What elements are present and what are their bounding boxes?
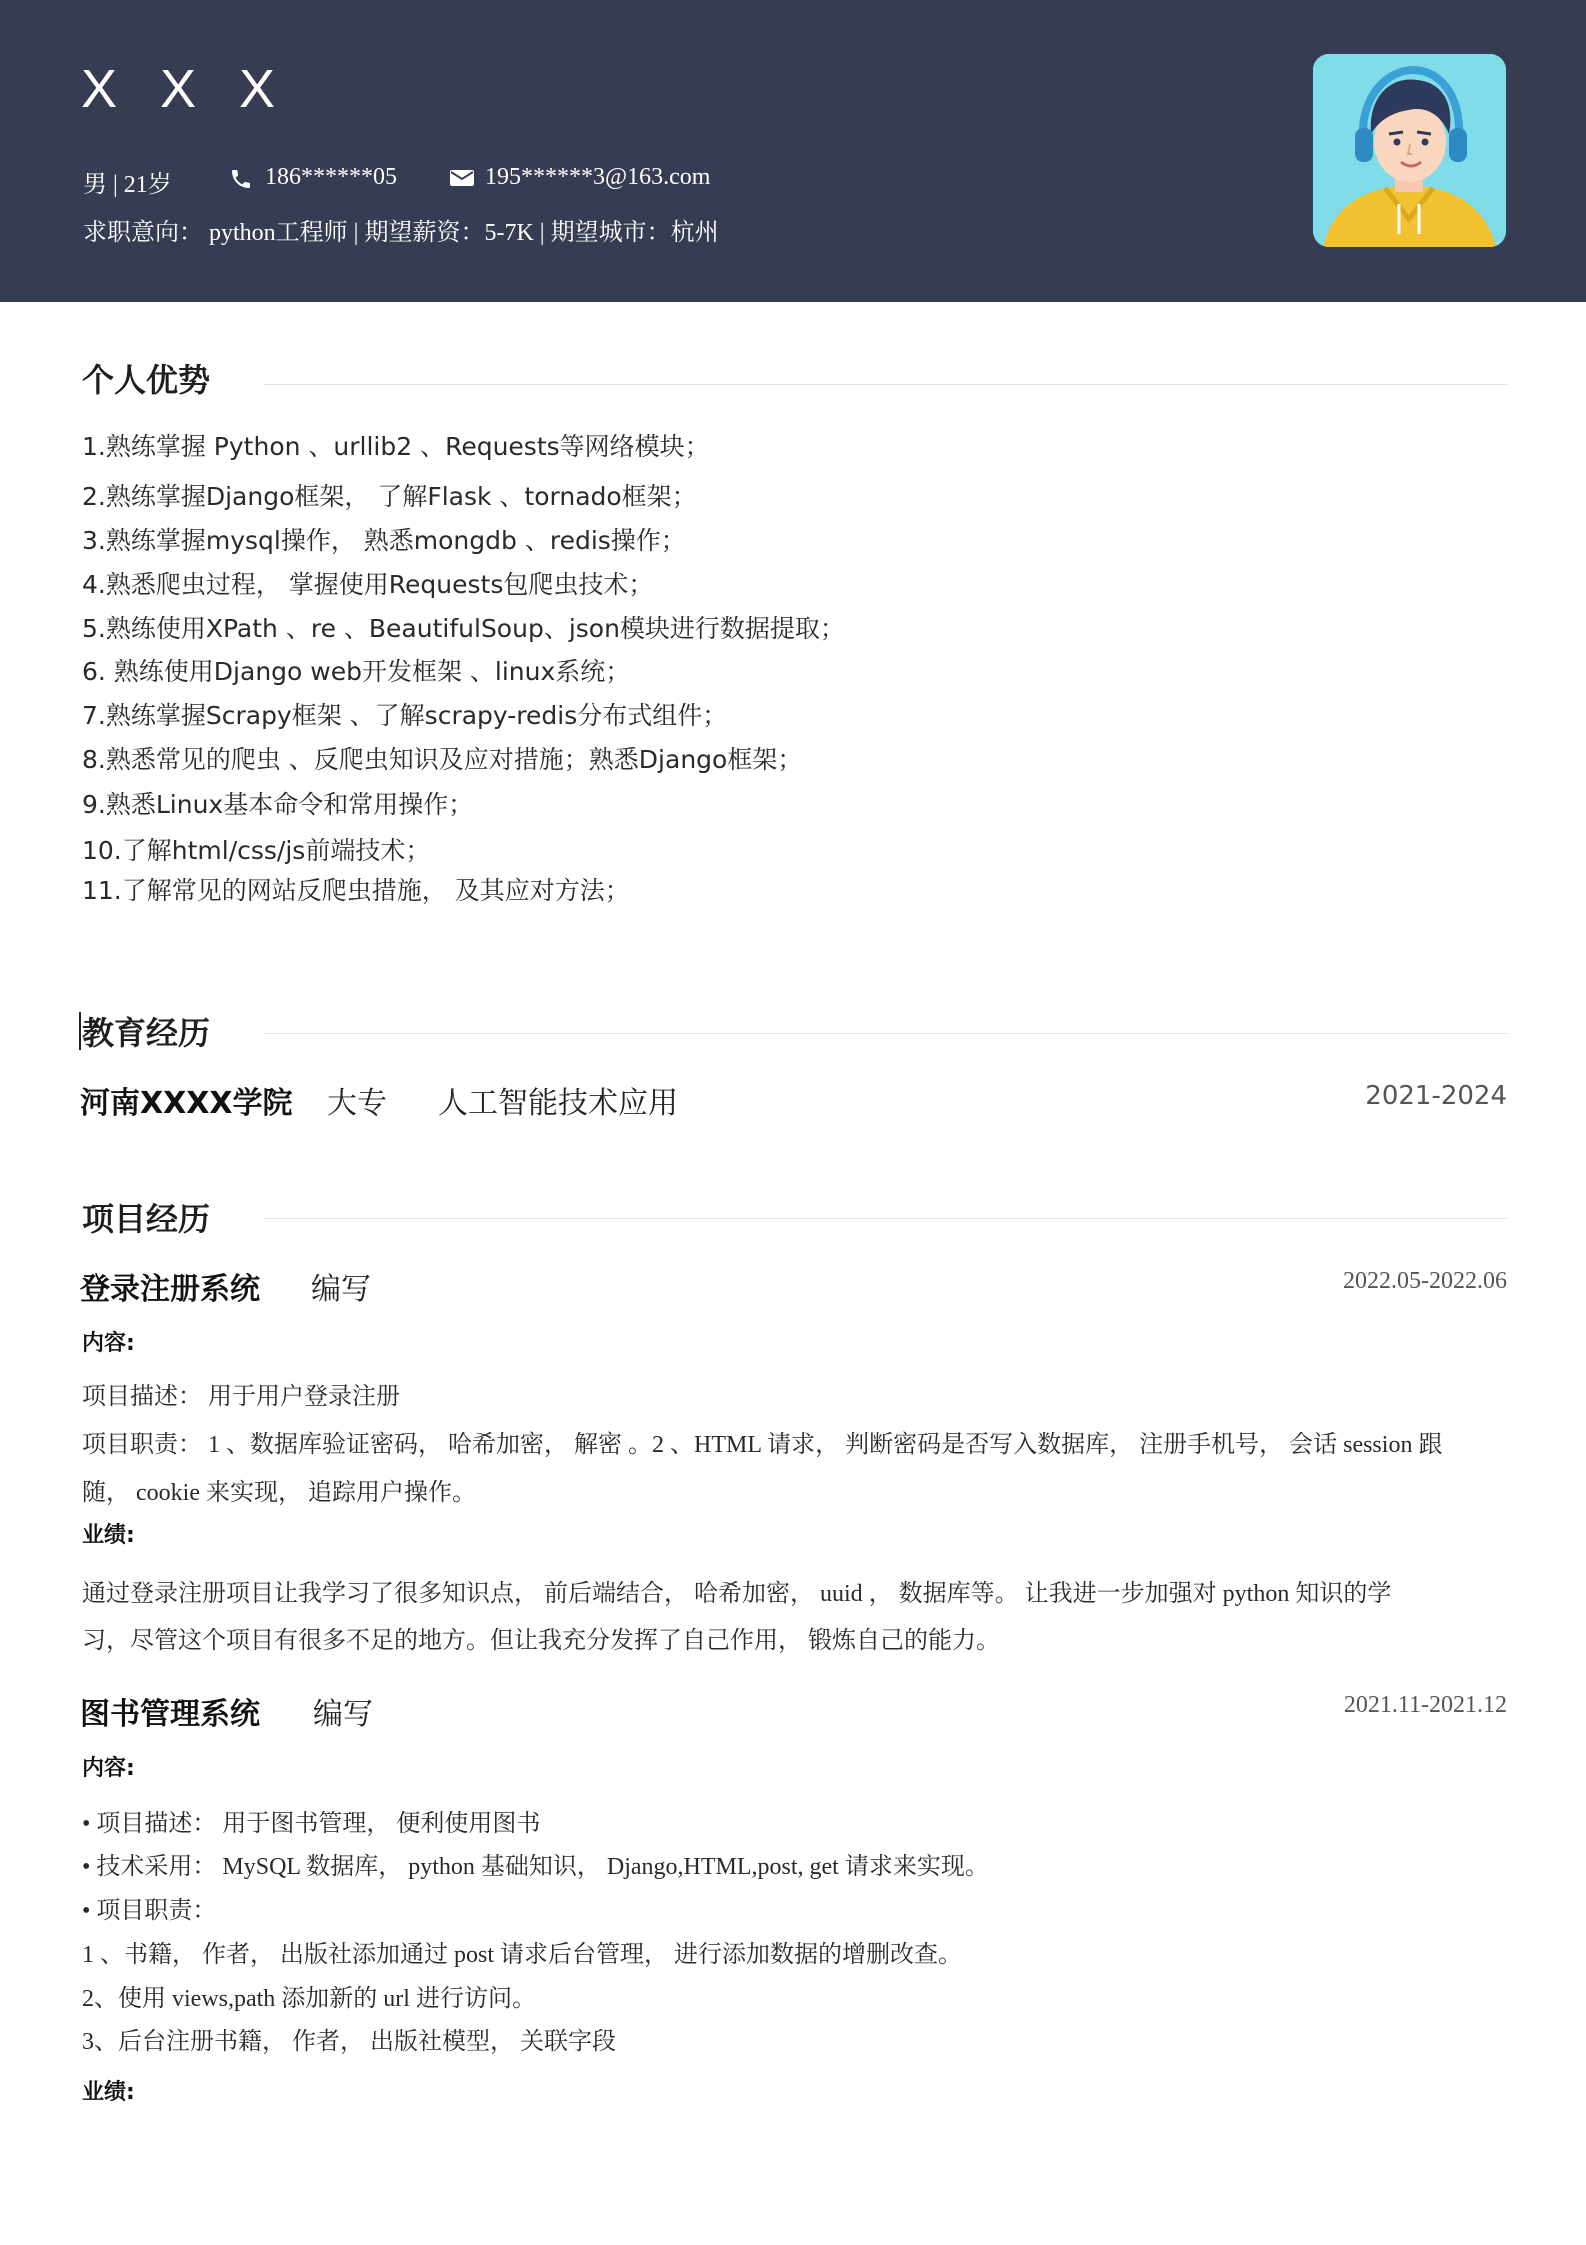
project-content-line: 1 、书籍， 作者， 出版社添加通过 post 请求后台管理， 进行添加数据的增删改查。 — [82, 1942, 963, 1968]
advantage-item: 8.熟悉常见的爬虫 、反爬虫知识及应对措施；熟悉Django框架； — [82, 745, 803, 774]
advantage-item: 6. 熟练使用Django web开发框架 、linux系统； — [82, 657, 631, 686]
avatar-illustration — [1313, 54, 1506, 247]
advantage-item: 10.了解html/css/js前端技术； — [82, 836, 431, 865]
project-content-line: 2、使用 views,path 添加新的 url 进行访问。 — [82, 1986, 536, 2012]
phone-number: 186******05 — [265, 164, 397, 190]
education-major: 人工智能技术应用 — [438, 1086, 678, 1121]
project-content-line: • 项目描述： 用于图书管理， 便利使用图书 — [82, 1811, 541, 1837]
content-label: 内容: — [82, 1756, 135, 1781]
section-divider — [264, 384, 1508, 385]
advantage-item: 4.熟悉爬虫过程， 掌握使用Requests包爬虫技术； — [82, 570, 654, 599]
section-title-projects: 项目经历 — [82, 1200, 211, 1238]
phone-icon — [229, 167, 253, 191]
project-content-line: • 项目职责： — [82, 1898, 217, 1924]
project-content-line: 3、后台注册书籍， 作者， 出版社模型， 关联字段 — [82, 2029, 616, 2055]
avatar — [1313, 54, 1506, 247]
result-label: 业绩: — [82, 2080, 135, 2105]
advantage-item: 7.熟练掌握Scrapy框架 、了解scrapy-redis分布式组件； — [82, 701, 728, 730]
mail-icon — [449, 167, 475, 189]
project-content-line: 项目描述： 用于用户登录注册 — [82, 1384, 400, 1410]
project-content-line: • 技术采用： MySQL 数据库， python 基础知识， Django,HTML,post, get 请求来实现。 — [82, 1854, 989, 1880]
project-result-line: 通过登录注册项目让我学习了很多知识点， 前后端结合， 哈希加密， uuid ， 数据库等。 让我进一步加强对 python 知识的学 — [82, 1581, 1392, 1607]
project-name: 登录注册系统 — [80, 1272, 260, 1307]
candidate-name: X X X — [81, 59, 290, 119]
content-label: 内容: — [82, 1331, 135, 1356]
education-school: 河南XXXX学院 — [80, 1086, 293, 1121]
result-label: 业绩: — [82, 1523, 135, 1548]
advantage-item: 5.熟练使用XPath 、re 、BeautifulSoup、json模块进行数据提取； — [82, 614, 845, 643]
advantage-item: 9.熟悉Linux基本命令和常用操作； — [82, 790, 474, 819]
project-dates: 2021.11-2021.12 — [1343, 1692, 1507, 1718]
education-degree: 大专 — [327, 1086, 387, 1121]
section-divider — [264, 1218, 1508, 1219]
project-result-line: 习，尽管这个项目有很多不足的地方。但让我充分发挥了自己作用， 锻炼自己的能力。 — [82, 1628, 1000, 1654]
project-content-line: 随， cookie 来实现， 追踪用户操作。 — [82, 1480, 476, 1506]
job-intent: 求职意向： python工程师 | 期望薪资：5-7K | 期望城市：杭州 — [83, 220, 719, 246]
text-cursor — [79, 1012, 81, 1050]
gender-age: 男 | 21岁 — [83, 172, 172, 198]
advantage-item: 2.熟练掌握Django框架， 了解Flask 、tornado框架； — [82, 482, 697, 511]
project-dates: 2022.05-2022.06 — [1343, 1268, 1507, 1294]
project-content-line: 项目职责： 1 、数据库验证密码， 哈希加密， 解密 。2 、HTML 请求， 判断密码是否写入数据库， 注册手机号， 会话 session 跟 — [82, 1432, 1443, 1458]
education-dates: 2021-2024 — [1365, 1081, 1507, 1111]
section-divider — [264, 1033, 1508, 1034]
section-title-education: 教育经历 — [82, 1014, 211, 1052]
advantage-item: 11.了解常见的网站反爬虫措施， 及其应对方法； — [82, 876, 630, 905]
project-role: 编写 — [311, 1272, 371, 1307]
resume-header — [0, 0, 1586, 302]
email-address: 195******3@163.com — [485, 164, 711, 190]
advantage-item: 1.熟练掌握 Python 、urllib2 、Requests等网络模块； — [82, 432, 710, 461]
section-title-advantages: 个人优势 — [82, 361, 211, 399]
project-role: 编写 — [313, 1697, 373, 1732]
project-name: 图书管理系统 — [80, 1697, 260, 1732]
advantage-item: 3.熟练掌握mysql操作， 熟悉mongdb 、redis操作； — [82, 526, 686, 555]
